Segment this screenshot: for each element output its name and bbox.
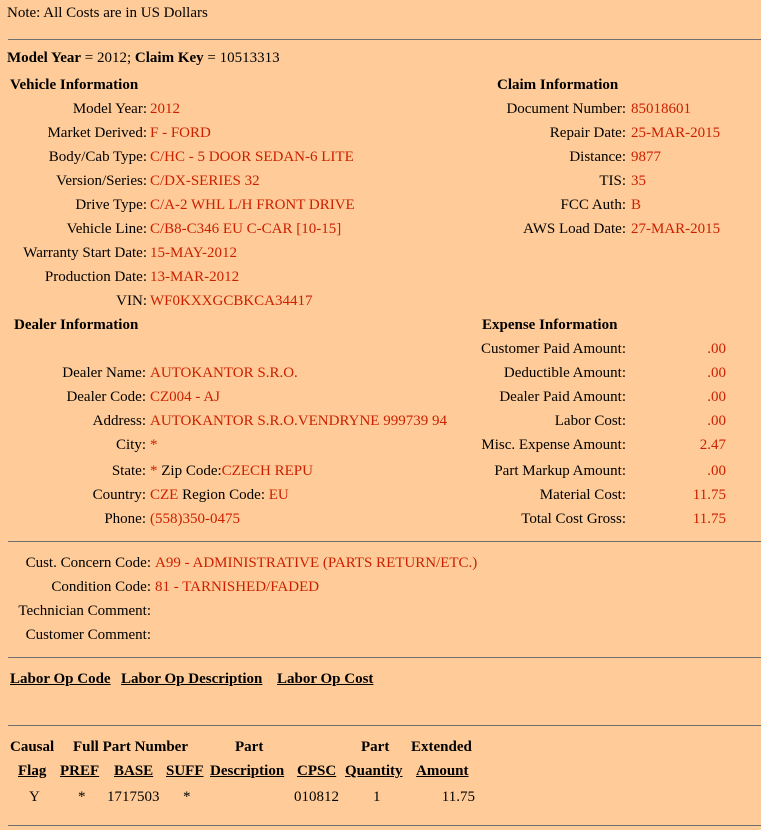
quantity-cell: 1: [373, 789, 381, 805]
document-number-label: Document Number:: [506, 101, 626, 117]
fcc-auth-label: FCC Auth:: [560, 197, 626, 213]
vehicle-model-year-value: 2012: [150, 101, 180, 117]
suff-header: SUFF: [166, 763, 204, 779]
dealer-info-title: Dealer Information: [14, 317, 139, 333]
claim-info-title: Claim Information: [497, 77, 619, 93]
part-markup-amount-value: .00: [707, 463, 726, 479]
cust-concern-code-value: A99 - ADMINISTRATIVE (PARTS RETURN/ETC.): [155, 555, 478, 571]
divider: [8, 825, 761, 826]
labor-cost-label: Labor Cost:: [554, 413, 626, 429]
vehicle-line-value: C/B8-C346 EU C-CAR [10-15]: [150, 221, 342, 237]
version-series-value: C/DX-SERIES 32: [150, 173, 260, 189]
part-markup-amount-label: Part Markup Amount:: [494, 463, 626, 479]
dealer-paid-amount-value: .00: [707, 389, 726, 405]
labor-op-code-header: Labor Op Code: [10, 671, 111, 687]
vin-value: WF0KXXGCBKCA34417: [150, 293, 313, 309]
suff-cell: *: [183, 789, 191, 805]
zip-code-label: Zip Code:: [157, 463, 222, 479]
amount-cell: 11.75: [441, 789, 475, 805]
repair-date-label: Repair Date:: [549, 125, 626, 141]
state-label: State:: [111, 463, 146, 479]
claim-key-header-label: Claim Key: [134, 50, 204, 66]
warranty-start-date-label: Warranty Start Date:: [23, 245, 147, 261]
aws-load-date-label: AWS Load Date:: [523, 221, 626, 237]
causal-header: Causal: [10, 739, 55, 755]
warranty-start-date-value: 15-MAY-2012: [150, 245, 237, 261]
vehicle-info-title: Vehicle Information: [10, 77, 139, 93]
dealer-paid-amount-label: Dealer Paid Amount:: [499, 389, 626, 405]
dealer-code-label: Dealer Code:: [66, 389, 146, 405]
address-label: Address:: [92, 413, 146, 429]
divider: [8, 541, 761, 542]
region-code-value: EU: [268, 487, 289, 503]
customer-comment-label: Customer Comment:: [25, 627, 151, 643]
cpsc-cell: 010812: [294, 789, 339, 805]
base-header: BASE: [114, 763, 154, 779]
customer-paid-amount-value: .00: [707, 341, 726, 357]
vehicle-model-year-label: Model Year:: [72, 101, 147, 117]
production-date-value: 13-MAR-2012: [150, 269, 240, 285]
drive-type-label: Drive Type:: [75, 197, 147, 213]
deductible-amount-label: Deductible Amount:: [503, 365, 626, 381]
city-label: City:: [115, 437, 146, 453]
cpsc-header: CPSC: [297, 763, 337, 779]
extended-header: Extended: [411, 739, 472, 755]
deductible-amount-value: .00: [707, 365, 726, 381]
version-series-label: Version/Series:: [56, 173, 147, 189]
labor-op-cost-header: Labor Op Cost: [277, 671, 374, 687]
state-value: *: [150, 463, 158, 479]
amount-header: Amount: [416, 763, 469, 779]
dealer-name-label: Dealer Name:: [62, 365, 146, 381]
distance-value: 9877: [631, 149, 661, 165]
model-year-header-value: = 2012;: [81, 50, 135, 66]
divider: [8, 725, 761, 726]
full-part-number-header: Full Part Number: [73, 739, 188, 755]
labor-op-description-header: Labor Op Description: [121, 671, 263, 687]
material-cost-label: Material Cost:: [539, 487, 626, 503]
flag-cell: Y: [29, 789, 40, 805]
total-cost-gross-value: 11.75: [692, 511, 726, 527]
dealer-code-value: CZ004 - AJ: [150, 389, 221, 405]
misc-expense-amount-value: 2.47: [699, 437, 726, 453]
tis-label: TIS:: [599, 173, 626, 189]
state-zip-line: [150, 463, 313, 480]
tis-value: 35: [631, 173, 646, 189]
labor-cost-value: .00: [707, 413, 726, 429]
body-cab-type-value: C/HC - 5 DOOR SEDAN-6 LITE: [150, 149, 354, 165]
phone-label: Phone:: [104, 511, 146, 527]
city-value: *: [150, 437, 158, 453]
phone-value: (558)350-0475: [150, 511, 240, 527]
aws-load-date-value: 27-MAR-2015: [631, 221, 721, 237]
distance-label: Distance:: [569, 149, 626, 165]
country-region-line: [150, 487, 289, 504]
cust-concern-code-label: Cust. Concern Code:: [25, 555, 151, 571]
document-number-value: 85018601: [631, 101, 691, 117]
currency-note: Note: All Costs are in US Dollars: [7, 5, 208, 21]
quantity-header: Quantity: [345, 763, 403, 779]
divider: [8, 657, 761, 658]
market-derived-label: Market Derived:: [47, 125, 147, 141]
model-year-header-label: Model Year: [7, 50, 82, 66]
divider: [8, 39, 761, 40]
repair-date-value: 25-MAR-2015: [631, 125, 721, 141]
claim-key-header-value: = 10513313: [203, 50, 280, 66]
total-cost-gross-label: Total Cost Gross:: [521, 511, 626, 527]
part-header: Part: [235, 739, 264, 755]
country-value: CZE: [150, 487, 179, 503]
drive-type-value: C/A-2 WHL L/H FRONT DRIVE: [150, 197, 355, 213]
material-cost-value: 11.75: [692, 487, 726, 503]
pref-cell: *: [78, 789, 86, 805]
country-label: Country:: [92, 487, 146, 503]
vehicle-line-label: Vehicle Line:: [66, 221, 147, 237]
body-cab-type-label: Body/Cab Type:: [48, 149, 147, 165]
address-value: AUTOKANTOR S.R.O.VENDRYNE 999739 94: [150, 413, 447, 429]
pref-header: PREF: [60, 763, 100, 779]
condition-code-value: 81 - TARNISHED/FADED: [155, 579, 320, 595]
expense-info-title: Expense Information: [482, 317, 618, 333]
vin-label: VIN:: [116, 293, 147, 309]
part-quantity-header-top: Part: [361, 739, 390, 755]
zip-code-value: CZECH REPU: [221, 463, 313, 479]
dealer-name-value: AUTOKANTOR S.R.O.: [150, 365, 298, 381]
technician-comment-label: Technician Comment:: [18, 603, 151, 619]
flag-header: Flag: [18, 763, 47, 779]
base-cell: 1717503: [107, 789, 160, 805]
customer-paid-amount-label: Customer Paid Amount:: [480, 341, 626, 357]
production-date-label: Production Date:: [44, 269, 147, 285]
region-code-label: Region Code:: [178, 487, 269, 503]
condition-code-label: Condition Code:: [51, 579, 151, 595]
description-header: Description: [210, 763, 285, 779]
fcc-auth-value: B: [631, 197, 642, 213]
misc-expense-amount-label: Misc. Expense Amount:: [481, 437, 626, 453]
market-derived-value: F - FORD: [150, 125, 211, 141]
claim-header: [7, 50, 280, 67]
